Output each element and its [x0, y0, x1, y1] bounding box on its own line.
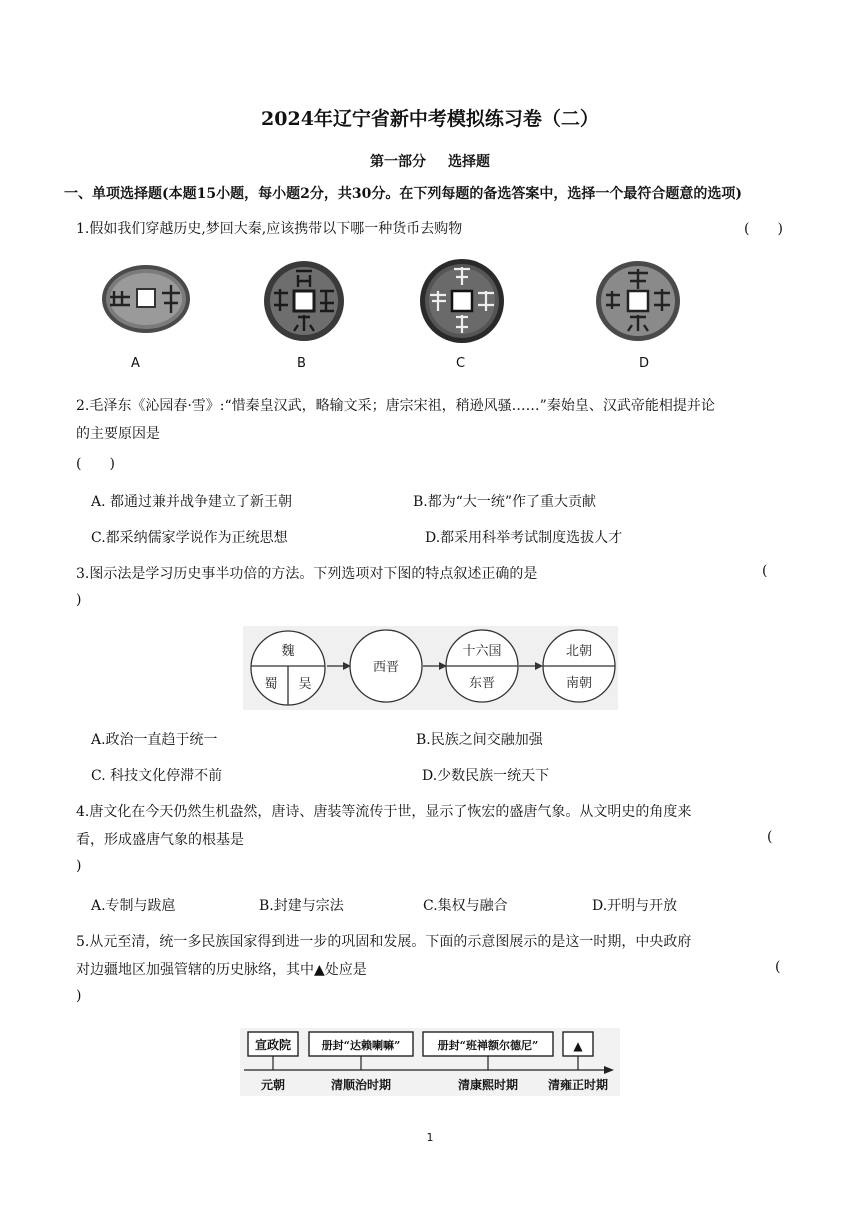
timeline-period-yongzheng: 清雍正时期 — [547, 1078, 609, 1092]
question-4-option-a: A.专制与跋扈 — [91, 898, 176, 914]
diagram-wei: 魏 — [281, 644, 295, 659]
section-heading: 一、单项选择题(本题15小题，每小题2分，共30分。在下列每题的备选答案中，选择一个最符合题意的选项) — [64, 186, 742, 202]
timeline-box-xuanzhengyuan: 宣政院 — [254, 1038, 292, 1052]
diagram-dongjin: 东晋 — [468, 676, 496, 691]
diagram-beichao: 北朝 — [565, 644, 593, 659]
question-2-option-d: D.都采用科举考试制度选拔人才 — [425, 530, 623, 546]
question-5-line-2: 对边疆地区加强管辖的历史脉络，其中▲处应是 — [76, 962, 367, 978]
question-3-bracket-open: ( — [762, 563, 768, 579]
question-1-text: 1.假如我们穿越历史,梦回大秦,应该携带以下哪一种货币去购物 — [76, 221, 463, 237]
part-heading — [0, 151, 860, 171]
question-3-option-c: C. 科技文化停滞不前 — [91, 768, 223, 784]
question-5-bracket-open: ( — [775, 959, 781, 975]
question-4-option-c: C.集权与融合 — [423, 898, 508, 914]
question-4-bracket-open: ( — [767, 829, 773, 845]
timeline-box-unknown: ▲ — [573, 1039, 583, 1053]
timeline-period-kangxi: 清康熙时期 — [457, 1078, 519, 1092]
question-3-bracket-close: ) — [76, 592, 82, 608]
question-5-line-1: 5.从元至清，统一多民族国家得到进一步的巩固和发展。下面的示意图展示的是这一时期，中央政府 — [76, 934, 692, 950]
coin-a-label: A — [131, 356, 140, 371]
question-3-option-b: B.民族之间交融加强 — [416, 732, 543, 748]
part-number: 第一部分 — [370, 154, 426, 170]
question-4-line-2: 看，形成盛唐气象的根基是 — [76, 832, 244, 848]
coin-d-image — [594, 259, 682, 343]
question-2-option-c: C.都采纳儒家学说作为正统思想 — [91, 530, 288, 546]
question-2-answer-bracket: ( ) — [76, 456, 115, 472]
timeline-period-shunzhi: 清顺治时期 — [330, 1078, 392, 1092]
coin-c-label: C — [456, 356, 466, 371]
timeline-box-dalai: 册封“达赖喇嘛” — [321, 1039, 401, 1052]
coin-d-label: D — [639, 356, 650, 371]
timeline-period-yuan: 元朝 — [260, 1078, 286, 1092]
diagram-xijin: 西晋 — [372, 660, 400, 675]
diagram-nanchao: 南朝 — [565, 676, 593, 691]
question-3-text: 3.图示法是学习历史事半功倍的方法。下列选项对下图的特点叙述正确的是 — [76, 566, 538, 582]
diagram-shiliuguo: 十六国 — [462, 644, 502, 659]
timeline-diagram — [240, 1028, 620, 1096]
question-2-option-b: B.都为“大一统”作了重大贡献 — [413, 494, 597, 510]
coin-b-label: B — [297, 356, 306, 371]
diagram-shu: 蜀 — [264, 677, 278, 692]
coin-a-image — [100, 263, 192, 335]
diagram-wu: 吴 — [298, 677, 312, 692]
question-4-option-b: B.封建与宗法 — [259, 898, 344, 914]
timeline-box-panchen: 册封“班禅额尔德尼” — [437, 1039, 539, 1052]
dynasty-flow-diagram — [243, 626, 618, 710]
page-title: 2024年辽宁省新中考模拟练习卷（二） — [261, 108, 599, 130]
question-2-line-2: 的主要原因是 — [76, 426, 160, 442]
question-5-bracket-close: ) — [76, 988, 82, 1004]
question-4-bracket-close: ) — [76, 858, 82, 874]
coin-b-image — [262, 259, 346, 343]
question-3-option-d: D.少数民族一统天下 — [422, 768, 550, 784]
question-1-answer-bracket: ( ) — [744, 221, 783, 237]
question-2-line-1: 2.毛泽东《沁园春·雪》:“惜秦皇汉武，略输文采；唐宗宋祖，稍逊风骚……”秦始皇、汉武帝能相提并论 — [76, 398, 715, 414]
question-4-line-1: 4.唐文化在今天仍然生机盎然，唐诗、唐装等流传于世，显示了恢宏的盛唐气象。从文明史的角度来 — [76, 804, 692, 820]
question-4-option-d: D.开明与开放 — [592, 898, 678, 914]
question-3-option-a: A.政治一直趋于统一 — [91, 732, 218, 748]
page-number: 1 — [426, 1131, 434, 1144]
coin-c-image — [418, 257, 506, 345]
question-2-option-a: A. 都通过兼并战争建立了新王朝 — [91, 494, 293, 510]
part-type: 选择题 — [448, 154, 490, 170]
